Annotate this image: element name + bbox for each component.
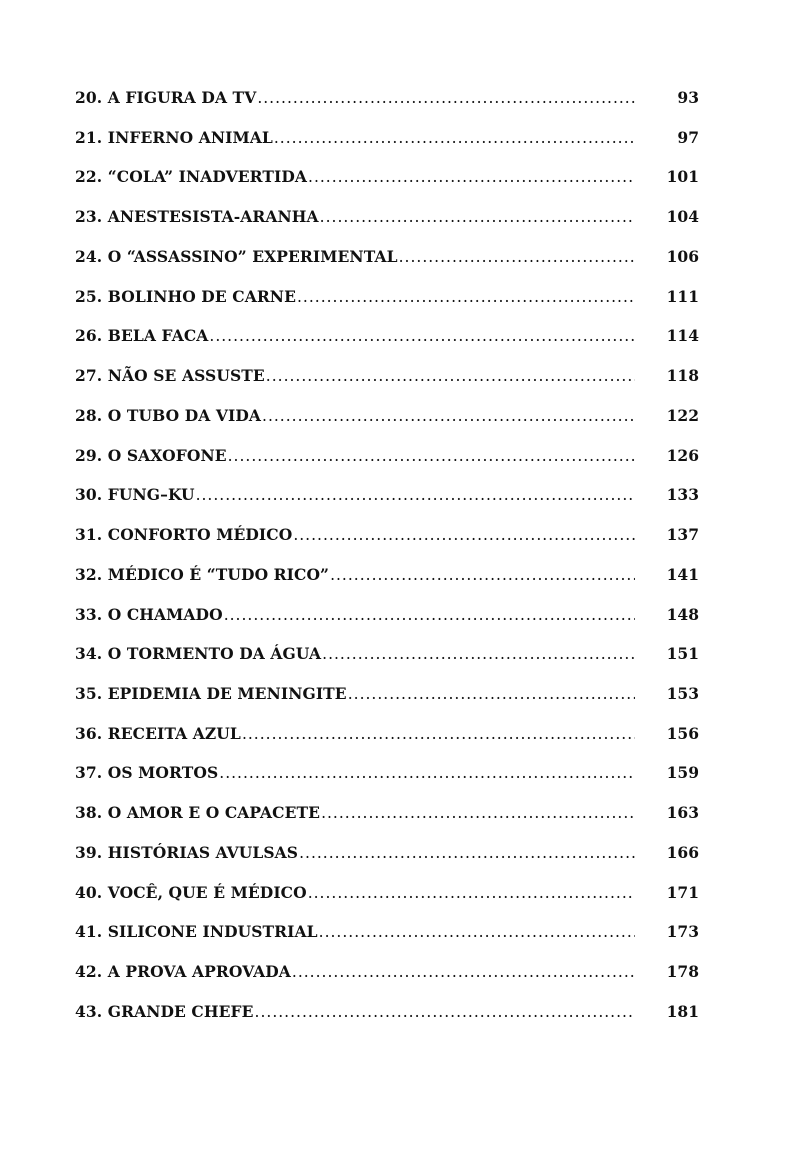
toc-entry-33 xyxy=(75,605,699,645)
toc-entry-page: 114 xyxy=(666,326,699,346)
toc-entry-page: 163 xyxy=(666,803,699,823)
toc-entry-title: 21. INFERNO ANIMAL xyxy=(75,127,273,147)
dot-leader xyxy=(299,844,635,862)
toc-entry-31 xyxy=(75,525,699,565)
toc-entry-page: 171 xyxy=(666,882,699,902)
dot-leader xyxy=(399,248,635,266)
toc-entry-page: 93 xyxy=(677,88,699,107)
dot-leader xyxy=(224,606,635,624)
toc-entry-page: 178 xyxy=(666,962,699,982)
dot-leader xyxy=(266,367,635,385)
toc-entry-39 xyxy=(75,843,699,883)
toc-entry-title: 36. RECEITA AZUL xyxy=(75,723,241,743)
dot-leader xyxy=(292,963,635,981)
toc-entry-title: 24. O “ASSASSINO” EXPERIMENTAL xyxy=(75,246,398,266)
toc-entry-25 xyxy=(75,287,699,327)
toc-entry-20 xyxy=(75,88,699,128)
toc-entry-page: 118 xyxy=(666,366,699,386)
toc-entry-41 xyxy=(75,922,699,962)
toc-entry-34 xyxy=(75,644,699,684)
toc-entry-42 xyxy=(75,962,699,1002)
toc-entry-page: 97 xyxy=(677,127,699,147)
dot-leader xyxy=(297,288,635,306)
toc-entry-page: 151 xyxy=(666,644,699,664)
toc-entry-28 xyxy=(75,406,699,446)
toc-entry-title: 33. O CHAMADO xyxy=(75,604,223,624)
toc-entry-37 xyxy=(75,763,699,803)
dot-leader xyxy=(257,89,635,107)
toc-entry-title: 35. EPIDEMIA DE MENINGITE xyxy=(75,684,347,704)
toc-entry-page: 106 xyxy=(666,246,699,266)
toc-entry-32 xyxy=(75,565,699,605)
toc-entry-title: 20. A FIGURA DA TV xyxy=(75,88,257,107)
toc-entry-title: 23. ANESTESISTA-ARANHA xyxy=(75,207,319,227)
toc-entry-page: 159 xyxy=(666,763,699,783)
dot-leader xyxy=(319,923,635,941)
dot-leader xyxy=(320,208,635,226)
table-of-contents xyxy=(75,88,699,1042)
toc-entry-page: 104 xyxy=(666,207,699,227)
toc-entry-title: 29. O SAXOFONE xyxy=(75,445,227,465)
dot-leader xyxy=(262,407,635,425)
toc-entry-title: 37. OS MORTOS xyxy=(75,763,219,783)
toc-entry-page: 122 xyxy=(666,405,699,425)
dot-leader xyxy=(209,327,635,345)
toc-entry-36 xyxy=(75,724,699,764)
toc-entry-title: 26. BELA FACA xyxy=(75,326,209,346)
dot-leader xyxy=(293,526,635,544)
toc-entry-title: 40. VOCÊ, QUE É MÉDICO xyxy=(75,882,307,902)
dot-leader xyxy=(274,129,635,147)
toc-entry-26 xyxy=(75,326,699,366)
toc-entry-title: 22. “COLA” INADVERTIDA xyxy=(75,167,308,187)
dot-leader xyxy=(196,486,635,504)
toc-entry-page: 133 xyxy=(666,485,699,505)
toc-entry-23 xyxy=(75,207,699,247)
toc-entry-title: 39. HISTÓRIAS AVULSAS xyxy=(75,842,299,862)
toc-entry-page: 141 xyxy=(666,564,699,584)
toc-entry-30 xyxy=(75,485,699,525)
toc-entry-22 xyxy=(75,167,699,207)
toc-entry-page: 126 xyxy=(666,445,699,465)
dot-leader xyxy=(219,764,635,782)
toc-entry-24 xyxy=(75,247,699,287)
dot-leader xyxy=(321,804,635,822)
toc-entry-title: 31. CONFORTO MÉDICO xyxy=(75,525,293,545)
toc-entry-40 xyxy=(75,883,699,923)
dot-leader xyxy=(308,168,635,186)
toc-entry-page: 148 xyxy=(666,604,699,624)
dot-leader xyxy=(255,1003,635,1021)
toc-entry-page: 181 xyxy=(666,1001,699,1021)
toc-entry-title: 42. A PROVA APROVADA xyxy=(75,962,291,982)
toc-entry-title: 25. BOLINHO DE CARNE xyxy=(75,286,296,306)
toc-entry-43 xyxy=(75,1002,699,1042)
dot-leader xyxy=(322,645,635,663)
toc-entry-page: 111 xyxy=(666,286,699,306)
toc-entry-27 xyxy=(75,366,699,406)
toc-entry-title: 43. GRANDE CHEFE xyxy=(75,1001,254,1021)
dot-leader xyxy=(242,725,635,743)
toc-entry-page: 156 xyxy=(666,723,699,743)
toc-entry-35 xyxy=(75,684,699,724)
toc-entry-title: 34. O TORMENTO DA ÁGUA xyxy=(75,644,322,664)
toc-entry-page: 173 xyxy=(666,922,699,942)
dot-leader xyxy=(228,447,635,465)
toc-entry-title: 28. O TUBO DA VIDA xyxy=(75,405,262,425)
toc-entry-38 xyxy=(75,803,699,843)
toc-entry-page: 101 xyxy=(666,167,699,187)
dot-leader xyxy=(308,884,635,902)
toc-entry-29 xyxy=(75,446,699,486)
toc-entry-title: 30. FUNG–KU xyxy=(75,485,195,505)
toc-entry-21 xyxy=(75,128,699,168)
toc-entry-page: 137 xyxy=(666,525,699,545)
dot-leader xyxy=(330,566,635,584)
toc-entry-page: 153 xyxy=(666,684,699,704)
toc-entry-title: 27. NÃO SE ASSUSTE xyxy=(75,366,265,386)
toc-entry-page: 166 xyxy=(666,842,699,862)
toc-entry-title: 41. SILICONE INDUSTRIAL xyxy=(75,922,318,942)
dot-leader xyxy=(348,685,635,703)
toc-entry-title: 32. MÉDICO É “TUDO RICO” xyxy=(75,564,330,584)
toc-entry-title: 38. O AMOR E O CAPACETE xyxy=(75,803,321,823)
